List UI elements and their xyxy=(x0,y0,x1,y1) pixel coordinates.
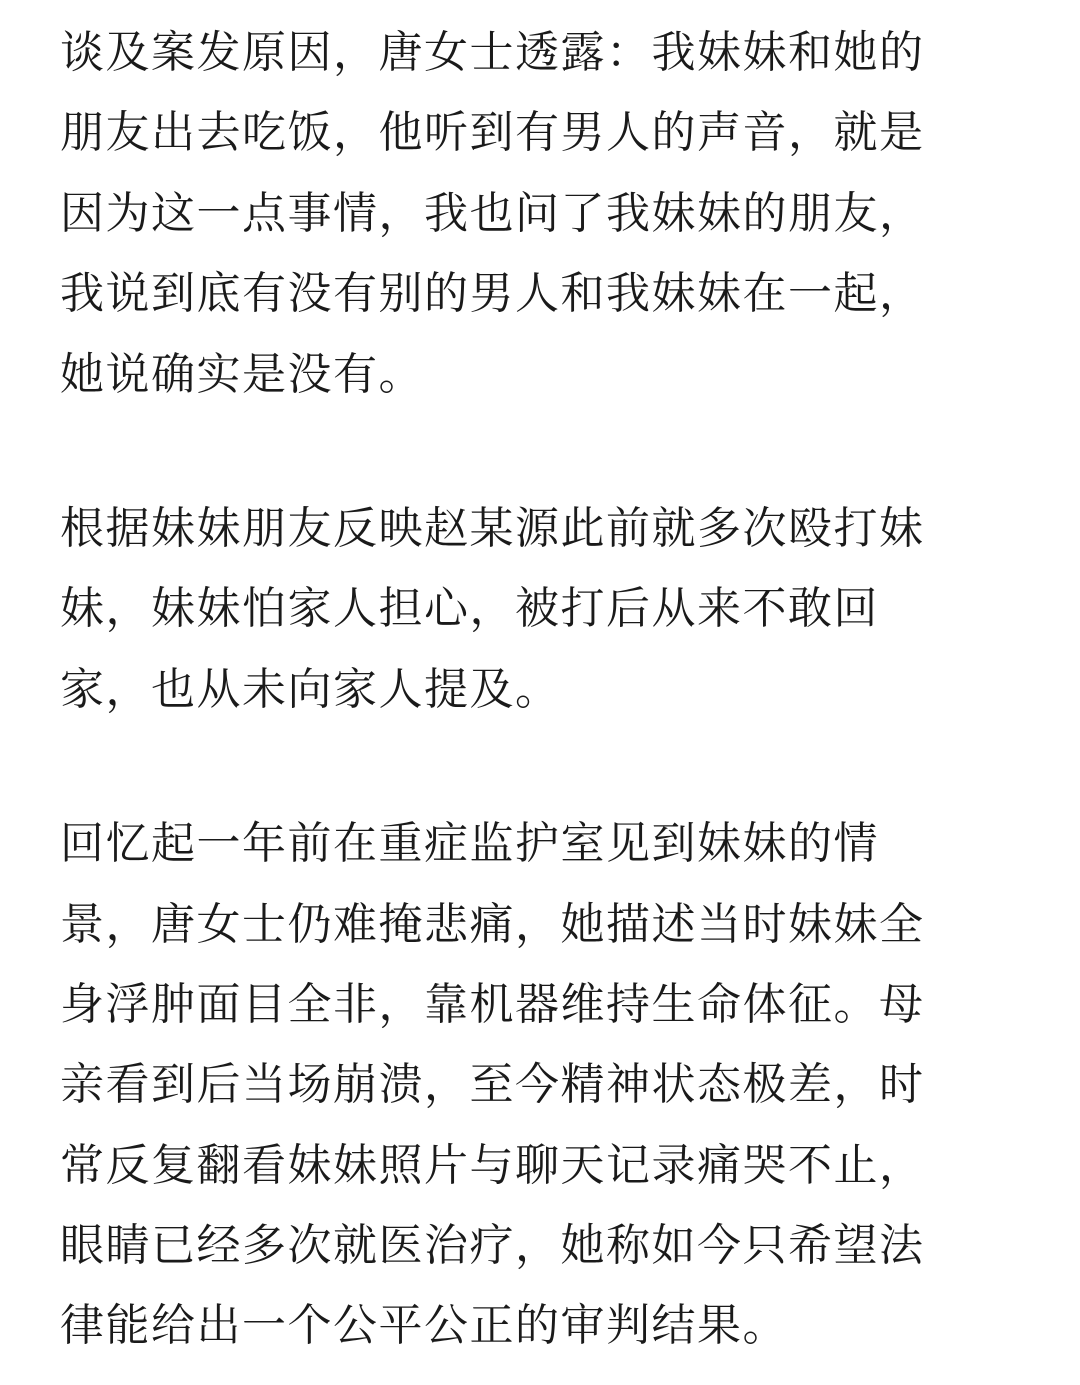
text-line: 因为这一点事情，我也问了我妹妹的朋友， xyxy=(60,187,925,239)
text-line: 她说确实是没有。 xyxy=(60,348,424,400)
text-line: 回忆起一年前在重症监护室见到妹妹的情 xyxy=(60,818,879,870)
text-line: 根据妹妹朋友反映赵某源此前就多次殴打妹 xyxy=(60,502,925,554)
text-line: 身浮肿面目全非，靠机器维持生命体征。母 xyxy=(60,978,925,1030)
text-line: 亲看到后当场崩溃，至今精神状态极差，时 xyxy=(60,1059,925,1111)
text-line: 朋友出去吃饭，他听到有男人的声音，就是 xyxy=(60,107,925,159)
text-line: 眼睛已经多次就医治疗，她称如今只希望法 xyxy=(60,1220,925,1272)
text-line: 谈及案发原因，唐女士透露：我妹妹和她的 xyxy=(60,27,925,78)
text-line: 常反复翻看妹妹照片与聊天记录痛哭不止， xyxy=(60,1139,925,1191)
text-line: 律能给出一个公平公正的审判结果。 xyxy=(60,1300,788,1352)
text-line: 我说到底有没有别的男人和我妹妹在一起， xyxy=(60,268,925,320)
text-line: 景，唐女士仍难掩悲痛，她描述当时妹妹全 xyxy=(60,898,925,950)
paragraph-prior-abuse xyxy=(60,489,1024,730)
paragraph-case-cause xyxy=(60,13,1024,415)
paragraph-icu-memory xyxy=(60,804,1024,1367)
text-line: 家，也从未向家人提及。 xyxy=(60,663,561,715)
text-line: 妹，妹妹怕家人担心，被打后从来不敢回 xyxy=(60,583,879,635)
